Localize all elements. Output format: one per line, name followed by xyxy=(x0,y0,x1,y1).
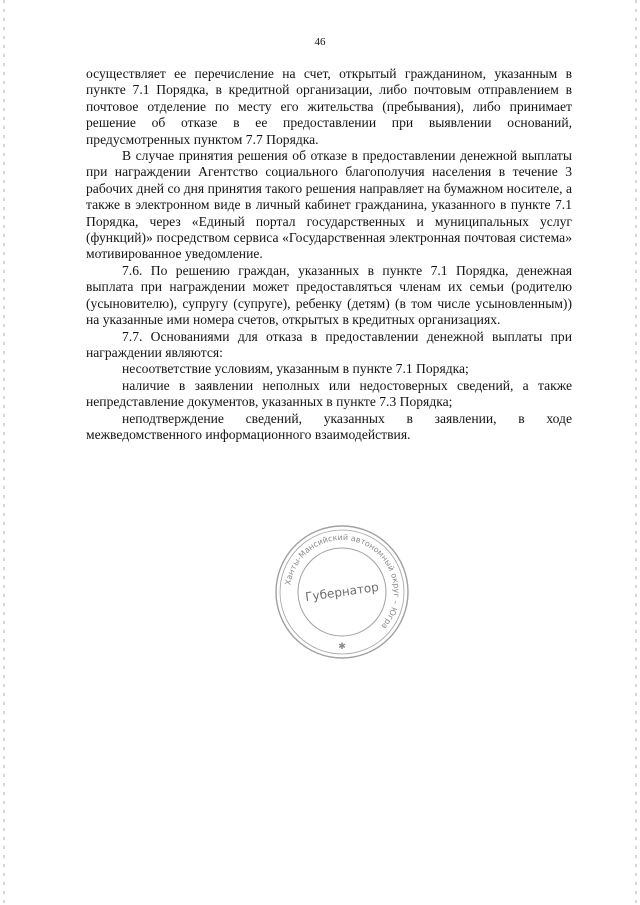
seal-ring-text: Ханты-Мансийский автономный округ – Югра xyxy=(283,532,402,631)
paragraph-reason-3: неподтверждение сведений, указанных в заявлении, в ходе межведомственного информационного взаимодействия. xyxy=(86,410,572,442)
paragraph-continuation: осуществляет ее перечисление на счет, открытый гражданином, указанным в пункте 7.1 Порядка, в кредитной организации, либо почтовым отправлением в почтовое отделение по месту его жительства (пребывания), либо принимает решение об отказе в ее предоставлении при выявлении оснований, предусмотренных пунктом 7.7 Порядка. xyxy=(86,66,572,147)
paragraph-reason-2: наличие в заявлении неполных или недостоверных сведений, а также непредставление документов, указанных в пункте 7.3 Порядка; xyxy=(86,377,572,410)
paragraph-reason-1: несоответствие условиям, указанным в пункте 7.1 Порядка; xyxy=(122,361,469,377)
document-body xyxy=(86,66,572,443)
scan-edge-left xyxy=(3,0,5,905)
paragraph-7-7: 7.7. Основаниями для отказа в предоставлении денежной выплаты при награждении являются: xyxy=(86,328,572,360)
page-number: 46 xyxy=(314,36,326,48)
scan-edge-right xyxy=(635,0,637,905)
seal-center-text: Губернатор xyxy=(304,579,380,605)
paragraph-7-6: 7.6. По решению граждан, указанных в пункте 7.1 Порядка, денежная выплата при награждении может предоставляться членам их семьи (родителю (усыновителю), супругу (супруге), ребенку (детям) (в том числе усыновленным)) на указанные ими номера счетов, открытых в кредитных организациях. xyxy=(86,262,572,328)
seal-star-icon: ✱ xyxy=(338,642,346,652)
official-seal-stamp xyxy=(272,522,412,662)
paragraph-refusal-notice: В случае принятия решения об отказе в предоставлении денежной выплаты при награждении Агентство социального благополучия населения в течение 3 рабочих дней со дня принятия такого решения направляет на бумажном носителе, а также в электронном виде в личный кабинет гражданина, указанного в пункте 7.1 Порядка, через «Единый портал государственных и муниципальных услуг (функций)» посредством сервиса «Государственная электронная почтовая система» мотивированное уведомление. xyxy=(86,148,572,262)
